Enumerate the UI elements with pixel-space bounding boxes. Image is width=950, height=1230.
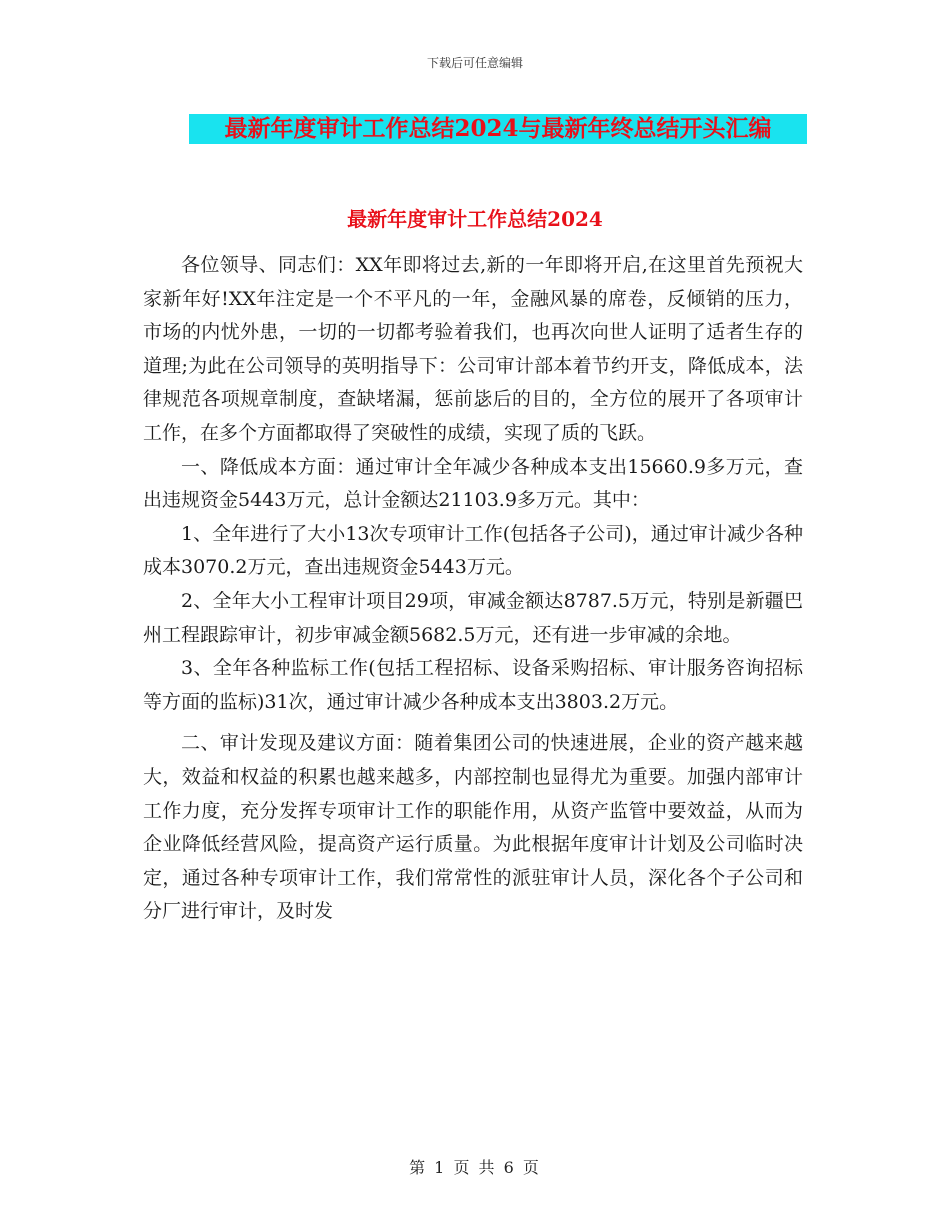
paragraph-item-2: 2、全年大小工程审计项目29项，审减金额达8787.5万元，特别是新疆巴州工程跟踪审计，初步审减金额5682.5万元，还有进一步审减的余地。 <box>143 589 803 646</box>
header-note: 下载后可任意编辑 <box>426 56 523 70</box>
section-title: 最新年度审计工作总结2024 <box>347 207 603 231</box>
document-body <box>143 249 803 929</box>
paragraph-item-3: 3、全年各种监标工作(包括工程招标、设备采购招标、审计服务咨询招标等方面的监标)31次，通过审计减少各种成本支出3803.2万元。 <box>143 657 803 713</box>
page-footer: 第 1 页 共 6 页 <box>409 1158 541 1177</box>
document-main-title: 最新年度审计工作总结2024与最新年终总结开头汇编 <box>189 114 807 144</box>
paragraph-item-1: 1、全年进行了大小13次专项审计工作(包括各子公司)，通过审计减少各种成本3070.2万元，查出违规资金5443万元。 <box>143 522 803 579</box>
paragraph-audit-findings: 二、审计发现及建议方面：随着集团公司的快速进展，企业的资产越来越大，效益和权益的积累也越来越多，内部控制也显得尤为重要。加强内部审计工作力度，充分发挥专项审计工作的职能作用，从资产监管中要效益，从而为企业降低经营风险，提高资产运行质量。为此根据年度审计计划及公司临时决定，通过各种专项审计工作，我们常常性的派驻审计人员，深化各个子公司和分厂进行审计，及时发 <box>143 732 803 923</box>
paragraph-intro: 各位领导、同志们：XX年即将过去,新的一年即将开启,在这里首先预祝大家新年好!XX年注定是一个不平凡的一年，金融风暴的席卷，反倾销的压力，市场的内忧外患，一切的一切都考验着我们，也再次向世人证明了适者生存的道理;为此在公司领导的英明指导下：公司审计部本着节约开支，降低成本，法律规范各项规章制度，查缺堵漏，惩前毖后的目的，全方位的展开了各项审计工作，在多个方面都取得了突破性的成绩，实现了质的飞跃。 <box>143 254 803 444</box>
paragraph-cost-reduction: 一、降低成本方面：通过审计全年减少各种成本支出15660.9多万元，查出违规资金5443万元，总计金额达21103.9多万元。其中： <box>143 455 803 512</box>
